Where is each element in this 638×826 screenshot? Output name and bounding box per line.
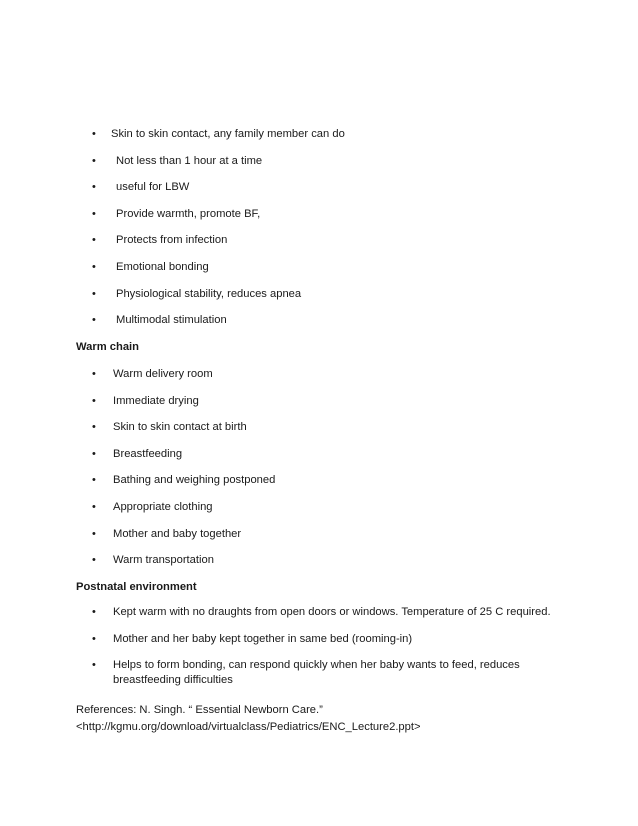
bullet-icon: •	[92, 447, 96, 460]
list-item-text: Skin to skin contact, any family member can do	[111, 128, 345, 140]
list-item	[0, 233, 638, 248]
bullet-icon: •	[92, 606, 96, 618]
bullet-icon: •	[92, 500, 96, 513]
list-item	[0, 420, 638, 435]
list-item-text: Breastfeeding	[113, 447, 183, 460]
reference-url: <http://kgmu.org/download/virtualclass/Pediatrics/ENC_Lecture2.ppt>	[76, 721, 421, 733]
bullet-icon: •	[92, 314, 96, 327]
bullet-icon: •	[92, 421, 96, 434]
list-item	[0, 605, 638, 620]
list-item-text: Provide warmth, promote BF,	[116, 207, 261, 220]
bullet-icon: •	[92, 527, 96, 540]
list-item	[0, 180, 638, 195]
bullet-icon: •	[92, 207, 96, 220]
list-item-text: Multimodal stimulation	[116, 314, 227, 327]
list-item	[0, 127, 638, 142]
list-item-text: Mother and baby together	[113, 527, 242, 540]
bullet-icon: •	[92, 632, 96, 645]
list-item-text: Not less than 1 hour at a time	[116, 154, 263, 167]
list-item-text: Immediate drying	[113, 394, 199, 407]
bullet-icon: •	[92, 287, 96, 300]
list-item	[0, 447, 638, 462]
list-item	[0, 287, 638, 302]
bullet-icon: •	[92, 260, 96, 273]
reference-citation: References: N. Singh. “ Essential Newborn Care.”	[76, 704, 323, 716]
bullet-icon: •	[92, 154, 96, 167]
kmc-bullet-list	[0, 127, 638, 328]
list-item-text: useful for LBW	[116, 181, 190, 194]
list-item-text: Bathing and weighing postponed	[113, 474, 276, 487]
bullet-icon: •	[92, 368, 96, 380]
list-item-text: Emotional bonding	[116, 260, 209, 273]
references-block	[76, 702, 576, 736]
bullet-icon: •	[92, 394, 96, 407]
list-item-text: Protects from infection	[116, 234, 228, 247]
list-item	[0, 658, 638, 688]
list-item	[0, 500, 638, 515]
list-item	[0, 154, 638, 169]
list-item	[0, 394, 638, 409]
warm-chain-bullet-list	[0, 367, 638, 568]
list-item	[0, 260, 638, 275]
list-item-text: Mother and her baby kept together in same bed (rooming-in)	[113, 632, 413, 645]
bullet-icon: •	[92, 128, 96, 140]
list-item	[0, 473, 638, 488]
list-item	[0, 553, 638, 568]
list-item-text: Kept warm with no draughts from open doors or windows. Temperature of 25 C required.	[113, 606, 551, 618]
list-item-text: Warm delivery room	[113, 368, 213, 380]
section-heading-warm-chain: Warm chain	[76, 341, 139, 353]
bullet-icon: •	[92, 474, 96, 487]
list-item	[0, 313, 638, 328]
list-item-text: Warm transportation	[113, 554, 214, 567]
bullet-icon: •	[92, 659, 96, 672]
bullet-icon: •	[92, 234, 96, 247]
bullet-icon: •	[92, 554, 96, 567]
list-item	[0, 632, 638, 647]
section-heading-postnatal-environment: Postnatal environment	[76, 581, 197, 593]
postnatal-bullet-list	[0, 605, 638, 688]
list-item-text: Appropriate clothing	[113, 500, 213, 513]
list-item	[0, 207, 638, 222]
list-item	[0, 367, 638, 382]
list-item-text: Skin to skin contact at birth	[113, 421, 247, 434]
bullet-icon: •	[92, 181, 96, 194]
list-item	[0, 527, 638, 542]
list-item-text: Physiological stability, reduces apnea	[116, 287, 302, 300]
list-item-text: Helps to form bonding, can respond quickly when her baby wants to feed, reduces breastfeeding difficulties	[113, 659, 520, 687]
